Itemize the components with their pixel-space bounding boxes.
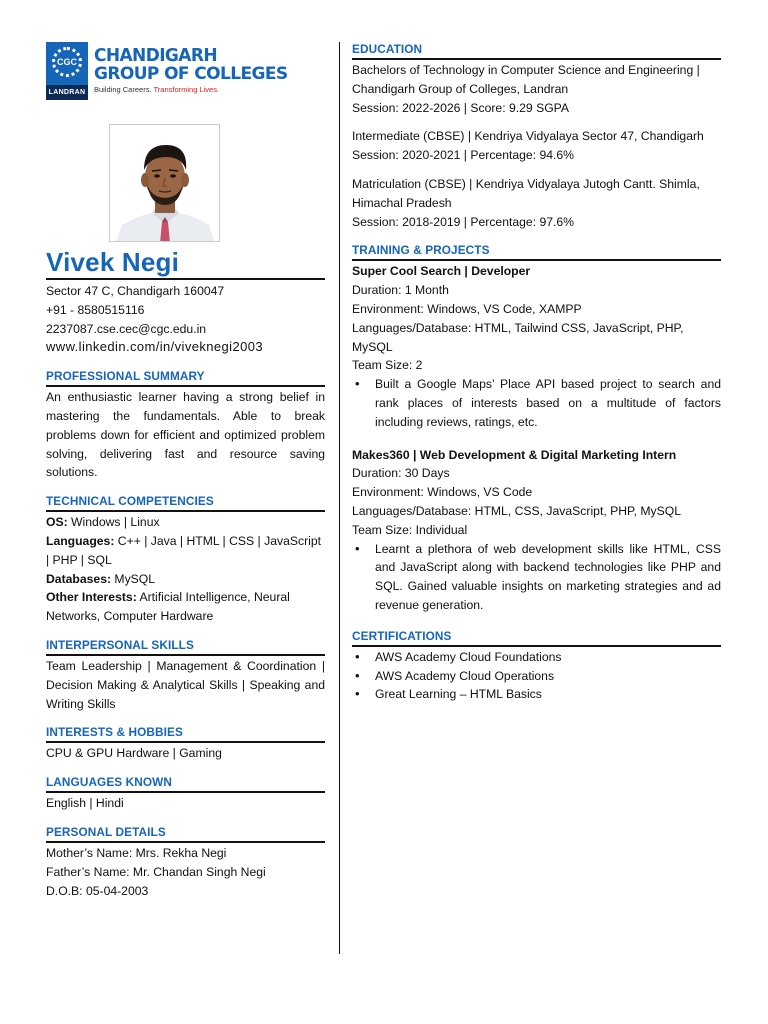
- project-team-size: Team Size: Individual: [352, 522, 468, 537]
- linkedin-link[interactable]: www.linkedin.com/in/viveknegi2003: [46, 339, 263, 355]
- certifications-heading: CERTIFICATIONS: [352, 629, 721, 647]
- training-heading: TRAINING & PROJECTS: [352, 243, 721, 261]
- address: Sector 47 C, Chandigarh 160047: [46, 284, 225, 298]
- logo-badge-text: CGC: [57, 57, 77, 67]
- os-line: [46, 513, 325, 532]
- languages-line: [46, 532, 325, 570]
- logo-badge-bottom: LANDRAN: [46, 85, 88, 100]
- project-entry: [352, 446, 721, 615]
- hobbies-text: CPU & GPU Hardware | Gaming: [46, 746, 222, 761]
- project-bullet: • Learnt a plethora of web development skills like HTML, CSS and JavaScript along with backend technologies like PHP and SQL. Gained valuable insights on marketing strategies and ad revenue generation.: [352, 540, 721, 615]
- college-logo: [46, 42, 325, 104]
- logo-tagline-a: Building Careers.: [94, 85, 152, 94]
- profile-photo: [109, 124, 220, 242]
- father-name: Father’s Name: Mr. Chandan Singh Negi: [46, 864, 266, 879]
- mother-name: Mother’s Name: Mrs. Rekha Negi: [46, 845, 227, 860]
- education-degree: Matriculation (CBSE) | Kendriya Vidyalaya Jutogh Cantt. Shimla, Himachal Pradesh: [352, 176, 700, 210]
- other-interests-value: Artificial Intelligence, Neural Networks, Computer Hardware: [46, 590, 290, 624]
- project-duration: Duration: 30 Days: [352, 466, 450, 481]
- project-languages: Languages/Database: HTML, Tailwind CSS, JavaScript, PHP, MySQL: [352, 320, 684, 354]
- certifications-list: [352, 648, 721, 704]
- logo-tagline: [94, 85, 287, 95]
- project-team-size: Team Size: 2: [352, 358, 423, 373]
- certification-item: • Great Learning – HTML Basics: [352, 685, 721, 704]
- education-entry: [352, 61, 721, 117]
- logo-line-1: CHANDIGARH: [94, 45, 217, 67]
- languages-known-text: English | Hindi: [46, 796, 124, 811]
- project-title: Makes360 | Web Development & Digital Marketing Intern: [352, 447, 677, 462]
- project-bullet: • Built a Google Maps’ Place API based project to search and rank places of interests based on a multitude of factors including reviews, ratings, etc.: [352, 375, 721, 431]
- languages-label: Languages:: [46, 533, 115, 548]
- right-column: [352, 42, 721, 704]
- other-interests-line: [46, 588, 325, 626]
- logo-line-2: GROUP OF COLLEGES: [94, 64, 288, 84]
- certification-item: • AWS Academy Cloud Operations: [352, 667, 721, 686]
- logo-text: [94, 47, 287, 95]
- date-of-birth: D.O.B: 05-04-2003: [46, 883, 149, 898]
- languages-known-heading: LANGUAGES KNOWN: [46, 775, 325, 793]
- education-degree: Bachelors of Technology in Computer Science and Engineering | Chandigarh Group of Colleges, Landran: [352, 63, 700, 96]
- education-entry: [352, 175, 721, 231]
- gear-icon: [52, 47, 82, 77]
- logo-tagline-b: Transforming Lives.: [153, 85, 220, 94]
- certification-item: • AWS Academy Cloud Foundations: [352, 648, 721, 667]
- profile-photo-illustration: [110, 125, 220, 242]
- summary-heading: PROFESSIONAL SUMMARY: [46, 369, 325, 387]
- education-entry: [352, 127, 721, 165]
- email[interactable]: 2237087.cse.cec@cgc.edu.in: [46, 321, 207, 336]
- column-divider: [339, 42, 340, 954]
- candidate-name: Vivek Negi: [46, 247, 325, 280]
- hobbies-heading: INTERESTS & HOBBIES: [46, 725, 325, 743]
- databases-value: MySQL: [111, 571, 156, 586]
- left-column: [46, 42, 325, 900]
- languages-value: C++ | Java | HTML | CSS | JavaScript | PHP | SQL: [46, 533, 322, 567]
- os-label: OS:: [46, 515, 68, 530]
- contact-block: [46, 282, 325, 357]
- phone: +91 - 8580515116: [46, 302, 145, 317]
- databases-label: Databases:: [46, 571, 112, 586]
- other-interests-label: Other Interests:: [46, 590, 137, 605]
- education-session: Session: 2018-2019 | Percentage: 97.6%: [352, 214, 575, 229]
- project-environment: Environment: Windows, VS Code: [352, 485, 533, 500]
- project-bullets: [352, 375, 721, 431]
- education-session: Session: 2020-2021 | Percentage: 94.6%: [352, 148, 575, 163]
- os-value: Windows | Linux: [67, 515, 160, 530]
- databases-line: [46, 570, 325, 589]
- project-languages: Languages/Database: HTML, CSS, JavaScript, PHP, MySQL: [352, 503, 681, 518]
- project-bullets: [352, 540, 721, 615]
- education-degree: Intermediate (CBSE) | Kendriya Vidyalaya Sector 47, Chandigarh: [352, 129, 704, 144]
- logo-badge: [46, 42, 88, 100]
- project-entry: [352, 262, 721, 431]
- project-duration: Duration: 1 Month: [352, 283, 449, 298]
- interpersonal-heading: INTERPERSONAL SKILLS: [46, 638, 325, 656]
- education-heading: EDUCATION: [352, 42, 721, 60]
- interpersonal-text: Team Leadership | Management & Coordination | Decision Making & Analytical Skills | Speaking and Writing Skills: [46, 658, 325, 711]
- personal-heading: PERSONAL DETAILS: [46, 825, 325, 843]
- project-environment: Environment: Windows, VS Code, XAMPP: [352, 301, 582, 316]
- summary-text: An enthusiastic learner having a strong belief in mastering the fundamentals. Able to break problems down for efficient and optimized problem solving, delivering fast and resource saving solutions.: [46, 390, 325, 480]
- technical-heading: TECHNICAL COMPETENCIES: [46, 494, 325, 512]
- project-title: Super Cool Search | Developer: [352, 264, 531, 279]
- education-session: Session: 2022-2026 | Score: 9.29 SGPA: [352, 100, 570, 115]
